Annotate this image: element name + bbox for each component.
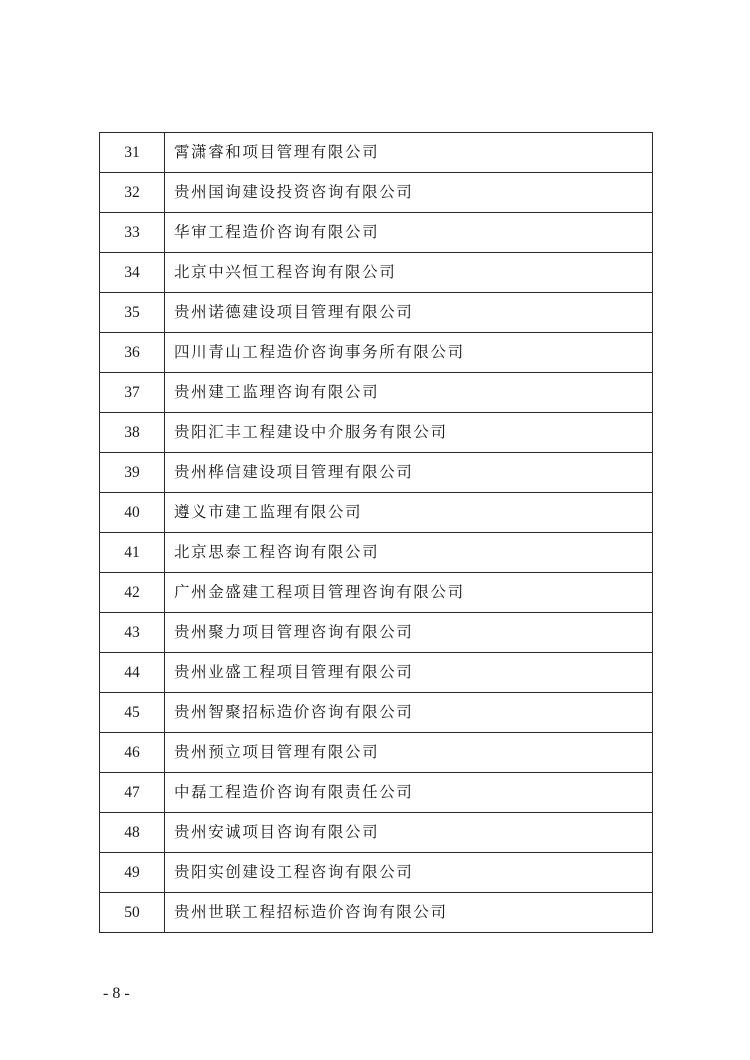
row-number: 38 (100, 413, 165, 453)
company-name: 贵州建工监理咨询有限公司 (165, 373, 653, 413)
row-number: 40 (100, 493, 165, 533)
company-name: 北京中兴恒工程咨询有限公司 (165, 253, 653, 293)
table-row (100, 213, 653, 253)
table-row (100, 173, 653, 213)
row-number: 43 (100, 613, 165, 653)
row-number: 47 (100, 773, 165, 813)
company-name: 贵州业盛工程项目管理有限公司 (165, 653, 653, 693)
page-number: - 8 - (103, 985, 130, 1002)
company-name: 贵阳实创建设工程咨询有限公司 (165, 853, 653, 893)
company-name: 四川青山工程造价咨询事务所有限公司 (165, 333, 653, 373)
row-number: 37 (100, 373, 165, 413)
table-row (100, 533, 653, 573)
row-number: 46 (100, 733, 165, 773)
table-row (100, 453, 653, 493)
company-list-table (99, 132, 653, 933)
table-row (100, 573, 653, 613)
company-name: 贵州国询建设投资咨询有限公司 (165, 173, 653, 213)
company-name: 贵州智聚招标造价咨询有限公司 (165, 693, 653, 733)
table-row (100, 413, 653, 453)
table-row (100, 693, 653, 733)
table-row (100, 133, 653, 173)
row-number: 31 (100, 133, 165, 173)
row-number: 42 (100, 573, 165, 613)
row-number: 49 (100, 853, 165, 893)
company-name: 中磊工程造价咨询有限责任公司 (165, 773, 653, 813)
row-number: 44 (100, 653, 165, 693)
company-name: 贵州桦信建设项目管理有限公司 (165, 453, 653, 493)
company-name: 霄潇睿和项目管理有限公司 (165, 133, 653, 173)
table-row (100, 613, 653, 653)
table-row (100, 373, 653, 413)
company-name: 贵州诺德建设项目管理有限公司 (165, 293, 653, 333)
company-list-body (100, 133, 653, 933)
row-number: 36 (100, 333, 165, 373)
row-number: 32 (100, 173, 165, 213)
company-name: 北京思泰工程咨询有限公司 (165, 533, 653, 573)
company-name: 遵义市建工监理有限公司 (165, 493, 653, 533)
table-row (100, 773, 653, 813)
row-number: 35 (100, 293, 165, 333)
table-row (100, 493, 653, 533)
table-row (100, 853, 653, 893)
company-name: 华审工程造价咨询有限公司 (165, 213, 653, 253)
table-row (100, 293, 653, 333)
row-number: 50 (100, 893, 165, 933)
table-row (100, 813, 653, 853)
row-number: 39 (100, 453, 165, 493)
table-row (100, 893, 653, 933)
row-number: 34 (100, 253, 165, 293)
company-name: 贵州聚力项目管理咨询有限公司 (165, 613, 653, 653)
row-number: 45 (100, 693, 165, 733)
company-name: 贵州安诚项目咨询有限公司 (165, 813, 653, 853)
row-number: 41 (100, 533, 165, 573)
table-row (100, 253, 653, 293)
company-name: 贵州预立项目管理有限公司 (165, 733, 653, 773)
company-name: 贵阳汇丰工程建设中介服务有限公司 (165, 413, 653, 453)
company-name: 贵州世联工程招标造价咨询有限公司 (165, 893, 653, 933)
table-row (100, 333, 653, 373)
row-number: 33 (100, 213, 165, 253)
table-row (100, 733, 653, 773)
company-name: 广州金盛建工程项目管理咨询有限公司 (165, 573, 653, 613)
row-number: 48 (100, 813, 165, 853)
table-row (100, 653, 653, 693)
